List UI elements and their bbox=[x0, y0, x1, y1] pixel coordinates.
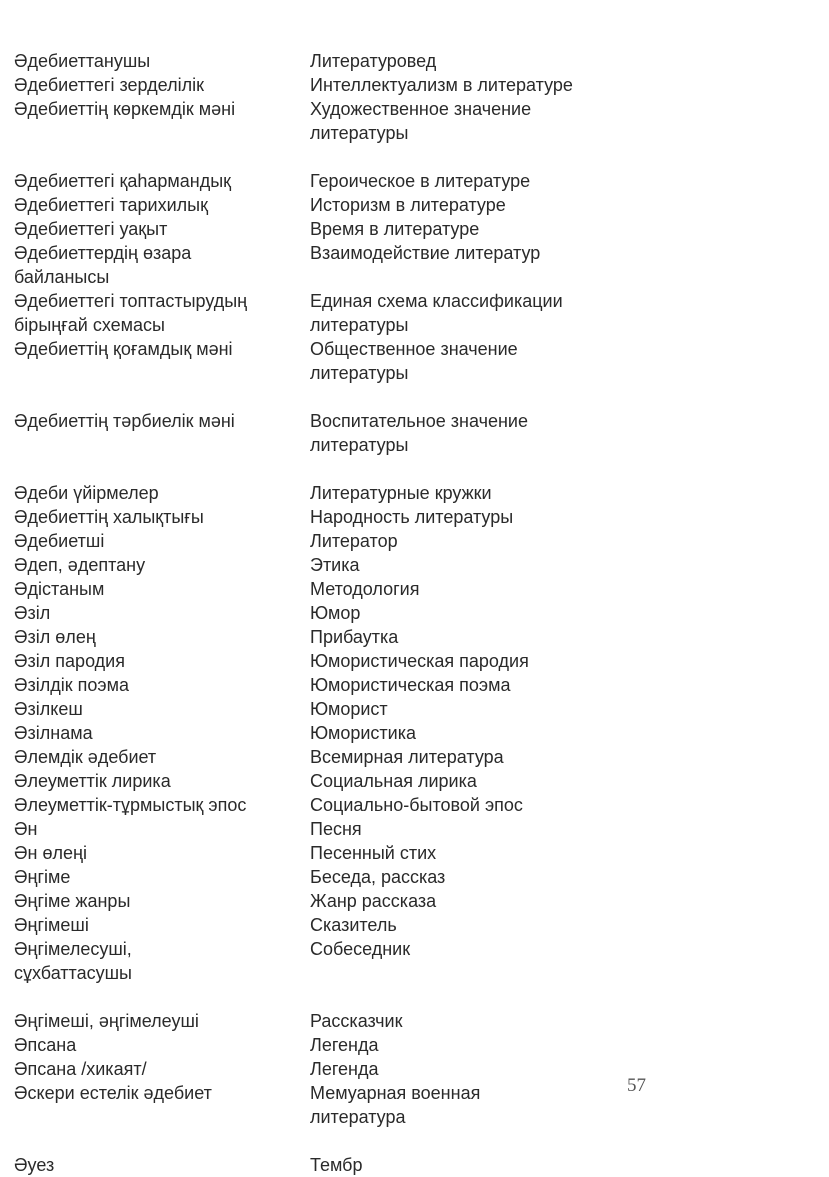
russian-translation bbox=[310, 769, 630, 793]
kazakh-term-line: Әдебиеттің тәрбиелік мәні bbox=[14, 411, 235, 431]
kazakh-term bbox=[14, 625, 310, 649]
russian-translation-line: Социально-бытовой эпос bbox=[310, 795, 523, 815]
kazakh-term bbox=[14, 553, 310, 577]
kazakh-term-line: Әзіл өлең bbox=[14, 627, 96, 647]
russian-translation bbox=[310, 241, 630, 289]
kazakh-term bbox=[14, 49, 310, 73]
russian-translation bbox=[310, 1153, 630, 1177]
russian-translation bbox=[310, 937, 630, 985]
kazakh-term bbox=[14, 97, 310, 145]
russian-translation-line: Беседа, рассказ bbox=[310, 867, 446, 887]
kazakh-term-line: Ән өлеңі bbox=[14, 843, 87, 863]
kazakh-term bbox=[14, 1057, 310, 1081]
kazakh-term-line: Әдебиеттің халықтығы bbox=[14, 507, 204, 527]
glossary-entry bbox=[14, 97, 634, 145]
kazakh-term-line: Әзілдік поэма bbox=[14, 675, 130, 695]
kazakh-term bbox=[14, 217, 310, 241]
glossary-entry bbox=[14, 1153, 634, 1177]
kazakh-term bbox=[14, 649, 310, 673]
russian-translation bbox=[310, 1081, 630, 1129]
russian-translation bbox=[310, 49, 630, 73]
kazakh-term bbox=[14, 937, 310, 985]
glossary-entry bbox=[14, 289, 634, 337]
russian-translation-line: Юмористика bbox=[310, 723, 417, 743]
glossary-entry bbox=[14, 601, 634, 625]
kazakh-term bbox=[14, 193, 310, 217]
russian-translation bbox=[310, 889, 630, 913]
kazakh-term bbox=[14, 697, 310, 721]
kazakh-term-line: Әзілнама bbox=[14, 723, 93, 743]
kazakh-term bbox=[14, 529, 310, 553]
russian-translation-line: Всемирная литература bbox=[310, 747, 504, 767]
kazakh-term bbox=[14, 241, 310, 289]
kazakh-term bbox=[14, 1033, 310, 1057]
kazakh-term bbox=[14, 865, 310, 889]
kazakh-term-line: Әңгімеші, әңгімелеуші bbox=[14, 1011, 199, 1031]
glossary-entry bbox=[14, 1057, 634, 1081]
kazakh-term bbox=[14, 913, 310, 937]
russian-translation-line: литература bbox=[310, 1107, 406, 1127]
kazakh-term-line: Әңгіме bbox=[14, 867, 71, 887]
russian-translation-line: Юмористическая поэма bbox=[310, 675, 511, 695]
glossary-entry bbox=[14, 673, 634, 697]
russian-translation-line: Литературные кружки bbox=[310, 483, 492, 503]
glossary-entry bbox=[14, 337, 634, 385]
glossary-entry bbox=[14, 529, 634, 553]
russian-translation bbox=[310, 673, 630, 697]
glossary-entry bbox=[14, 409, 634, 457]
russian-translation bbox=[310, 865, 630, 889]
kazakh-term-line: Әскери естелік әдебиет bbox=[14, 1083, 212, 1103]
kazakh-term-line: Әдеби үйірмелер bbox=[14, 483, 159, 503]
kazakh-term bbox=[14, 817, 310, 841]
kazakh-term bbox=[14, 745, 310, 769]
kazakh-term-line: Әңгіме жанры bbox=[14, 891, 131, 911]
russian-translation-line: Народность литературы bbox=[310, 507, 514, 527]
russian-translation-line: Легенда bbox=[310, 1035, 379, 1055]
glossary-entry bbox=[14, 817, 634, 841]
russian-translation-line: Интеллектуализм в литературе bbox=[310, 75, 573, 95]
kazakh-term bbox=[14, 769, 310, 793]
russian-translation bbox=[310, 841, 630, 865]
russian-translation bbox=[310, 169, 630, 193]
glossary-entry bbox=[14, 217, 634, 241]
glossary-entry bbox=[14, 193, 634, 217]
glossary-entry bbox=[14, 841, 634, 865]
russian-translation bbox=[310, 289, 630, 337]
russian-translation-line: Героическое в литературе bbox=[310, 171, 531, 191]
kazakh-term bbox=[14, 73, 310, 97]
glossary-entry bbox=[14, 505, 634, 529]
kazakh-term-line: Әңгімелесуші, bbox=[14, 939, 132, 959]
kazakh-term-line: Әдебиеттің көркемдік мәні bbox=[14, 99, 236, 119]
russian-translation bbox=[310, 625, 630, 649]
russian-translation-line: Литературовед bbox=[310, 51, 437, 71]
russian-translation-line: Единая схема классификации bbox=[310, 291, 563, 311]
russian-translation-line: Песенный стих bbox=[310, 843, 437, 863]
russian-translation bbox=[310, 481, 630, 505]
russian-translation-line: литературы bbox=[310, 123, 409, 143]
glossary-entry bbox=[14, 577, 634, 601]
russian-translation bbox=[310, 1057, 630, 1081]
russian-translation-line: Юмористическая пародия bbox=[310, 651, 529, 671]
kazakh-term-line: байланысы bbox=[14, 267, 110, 287]
russian-translation bbox=[310, 553, 630, 577]
kazakh-term-line: бірыңғай схемасы bbox=[14, 315, 165, 335]
glossary-entry bbox=[14, 1081, 634, 1129]
russian-translation-line: Историзм в литературе bbox=[310, 195, 506, 215]
russian-translation bbox=[310, 697, 630, 721]
russian-translation-line: Прибаутка bbox=[310, 627, 399, 647]
glossary-entry bbox=[14, 169, 634, 193]
glossary-entry bbox=[14, 937, 634, 985]
russian-translation bbox=[310, 337, 630, 385]
kazakh-term bbox=[14, 889, 310, 913]
kazakh-term-line: Әдебиеттің қоғамдық мәні bbox=[14, 339, 233, 359]
glossary-entry bbox=[14, 481, 634, 505]
kazakh-term bbox=[14, 505, 310, 529]
russian-translation-line: Тембр bbox=[310, 1155, 363, 1175]
kazakh-term bbox=[14, 481, 310, 505]
glossary-entry bbox=[14, 889, 634, 913]
kazakh-term bbox=[14, 841, 310, 865]
kazakh-term-line: Әдебиеттердің өзара bbox=[14, 243, 192, 263]
glossary-entry bbox=[14, 73, 634, 97]
russian-translation-line: Этика bbox=[310, 555, 360, 575]
russian-translation-line: Рассказчик bbox=[310, 1011, 403, 1031]
russian-translation bbox=[310, 73, 630, 97]
russian-translation-line: Легенда bbox=[310, 1059, 379, 1079]
russian-translation bbox=[310, 217, 630, 241]
russian-translation-line: Общественное значение bbox=[310, 339, 518, 359]
russian-translation-line: Взаимодействие литератур bbox=[310, 243, 541, 263]
kazakh-term bbox=[14, 1081, 310, 1129]
glossary-entry bbox=[14, 625, 634, 649]
kazakh-term-line: Әпсана /хикаят/ bbox=[14, 1059, 147, 1079]
russian-translation-line: Песня bbox=[310, 819, 362, 839]
kazakh-term bbox=[14, 673, 310, 697]
russian-translation-line: литературы bbox=[310, 363, 409, 383]
russian-translation-line: литературы bbox=[310, 435, 409, 455]
russian-translation-line: Воспитательное значение bbox=[310, 411, 528, 431]
kazakh-term-line: Әзіл пародия bbox=[14, 651, 125, 671]
kazakh-term bbox=[14, 1153, 310, 1177]
glossary-entry bbox=[14, 769, 634, 793]
kazakh-term-line: Әлемдік әдебиет bbox=[14, 747, 157, 767]
glossary-entry bbox=[14, 1009, 634, 1033]
glossary-entry bbox=[14, 553, 634, 577]
kazakh-term bbox=[14, 601, 310, 625]
kazakh-term-line: Әзіл bbox=[14, 603, 51, 623]
russian-translation bbox=[310, 409, 630, 457]
kazakh-term bbox=[14, 169, 310, 193]
kazakh-term-line: сұхбаттасушы bbox=[14, 963, 132, 983]
russian-translation-line: Юмор bbox=[310, 603, 361, 623]
glossary-entry bbox=[14, 49, 634, 73]
russian-translation-line: Мемуарная военная bbox=[310, 1083, 481, 1103]
russian-translation-line: Собеседник bbox=[310, 939, 411, 959]
kazakh-term-line: Әлеуметтік лирика bbox=[14, 771, 171, 791]
russian-translation-line: Литератор bbox=[310, 531, 398, 551]
russian-translation-line: Юморист bbox=[310, 699, 388, 719]
glossary-list bbox=[14, 49, 634, 1177]
kazakh-term-line: Әдебиеттегі тарихилық bbox=[14, 195, 208, 215]
kazakh-term-line: Әңгімеші bbox=[14, 915, 89, 935]
kazakh-term-line: Әдебиеттанушы bbox=[14, 51, 151, 71]
russian-translation bbox=[310, 745, 630, 769]
russian-translation bbox=[310, 193, 630, 217]
russian-translation-line: Методология bbox=[310, 579, 420, 599]
glossary-entry bbox=[14, 913, 634, 937]
kazakh-term-line: Әпсана bbox=[14, 1035, 77, 1055]
russian-translation bbox=[310, 601, 630, 625]
glossary-entry bbox=[14, 697, 634, 721]
kazakh-term-line: Әдебиеттегі зерделілік bbox=[14, 75, 204, 95]
russian-translation-line: литературы bbox=[310, 315, 409, 335]
russian-translation-line: Жанр рассказа bbox=[310, 891, 437, 911]
page-number: 57 bbox=[627, 1075, 646, 1096]
russian-translation bbox=[310, 913, 630, 937]
kazakh-term-line: Әлеуметтік-тұрмыстық эпос bbox=[14, 795, 247, 815]
kazakh-term bbox=[14, 337, 310, 385]
glossary-entry bbox=[14, 793, 634, 817]
glossary-entry bbox=[14, 649, 634, 673]
kazakh-term bbox=[14, 289, 310, 337]
russian-translation bbox=[310, 793, 630, 817]
kazakh-term-line: Ән bbox=[14, 819, 38, 839]
russian-translation-line: Сказитель bbox=[310, 915, 397, 935]
russian-translation bbox=[310, 1009, 630, 1033]
glossary-entry bbox=[14, 241, 634, 289]
kazakh-term-line: Әуез bbox=[14, 1155, 55, 1175]
russian-translation bbox=[310, 505, 630, 529]
kazakh-term-line: Әзілкеш bbox=[14, 699, 83, 719]
russian-translation bbox=[310, 97, 630, 145]
russian-translation bbox=[310, 577, 630, 601]
kazakh-term bbox=[14, 1009, 310, 1033]
kazakh-term bbox=[14, 577, 310, 601]
glossary-entry bbox=[14, 721, 634, 745]
kazakh-term-line: Әдеп, әдептану bbox=[14, 555, 146, 575]
kazakh-term-line: Әдебиеттегі топтастырудың bbox=[14, 291, 248, 311]
glossary-entry bbox=[14, 865, 634, 889]
russian-translation bbox=[310, 1033, 630, 1057]
russian-translation bbox=[310, 529, 630, 553]
kazakh-term bbox=[14, 409, 310, 457]
kazakh-term bbox=[14, 721, 310, 745]
russian-translation bbox=[310, 817, 630, 841]
kazakh-term-line: Әдебиетші bbox=[14, 531, 105, 551]
kazakh-term-line: Әдістаным bbox=[14, 579, 105, 599]
glossary-entry bbox=[14, 745, 634, 769]
russian-translation bbox=[310, 649, 630, 673]
kazakh-term-line: Әдебиеттегі уақыт bbox=[14, 219, 168, 239]
kazakh-term-line: Әдебиеттегі қаһармандық bbox=[14, 171, 232, 191]
russian-translation-line: Время в литературе bbox=[310, 219, 480, 239]
kazakh-term bbox=[14, 793, 310, 817]
glossary-entry bbox=[14, 1033, 634, 1057]
russian-translation-line: Художественное значение bbox=[310, 99, 532, 119]
russian-translation bbox=[310, 721, 630, 745]
russian-translation-line: Социальная лирика bbox=[310, 771, 477, 791]
